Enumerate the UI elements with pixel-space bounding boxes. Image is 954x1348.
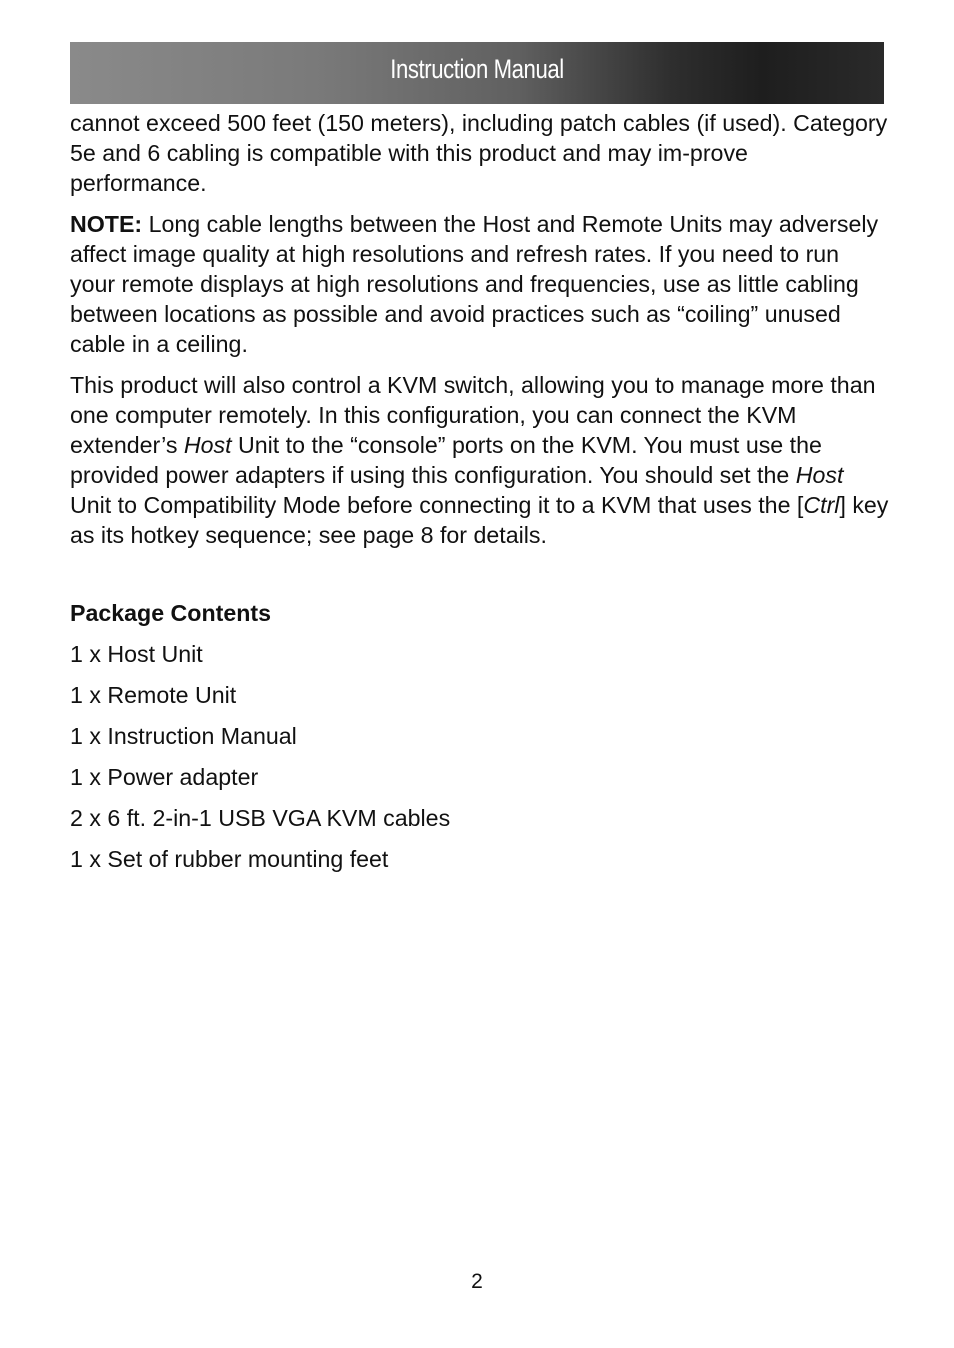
list-item: 1 x Host Unit	[70, 641, 203, 667]
note-text: Long cable lengths between the Host and Remote Units may adversely affect image quality at high resolutions and refresh rates. If you need to run your remote displays at high resolutions and frequencies, use as little cabling between locations as possible and avoid practices such as “coiling” unused cable in a ceiling.	[70, 211, 879, 357]
list-item: 1 x Instruction Manual	[70, 723, 297, 749]
package-contents-heading: Package Contents	[70, 600, 272, 626]
paragraph-cable-length: cannot exceed 500 feet (150 meters), including patch cables (if used). Category 5e and 6 cabling is compatible with this product and may im-prove performance.	[70, 110, 888, 196]
host-term-2: Host	[795, 462, 844, 488]
list-item: 2 x 6 ft. 2-in-1 USB VGA KVM cables	[70, 805, 451, 831]
kvm-text-1: This product will also control a KVM switch, allowing you to manage more than one computer remotely. In this configuration, you can connect the KVM extender’s	[70, 372, 876, 458]
list-item: 1 x Power adapter	[70, 764, 259, 790]
header-title: Instruction Manual	[390, 54, 564, 84]
kvm-text-4: ] key as its hotkey sequence; see page 8 for details.	[70, 492, 889, 548]
kvm-text-3: Unit to Compatibility Mode before connecting it to a KVM that uses the [	[70, 492, 804, 518]
paragraph-kvm-switch	[70, 370, 890, 550]
main-content	[70, 108, 890, 874]
list-item: 1 x Set of rubber mounting feet	[70, 846, 389, 872]
package-contents-list	[70, 639, 890, 874]
paragraph-note	[70, 209, 890, 359]
host-term-1: Host	[183, 432, 232, 458]
ctrl-key-term: Ctrl	[803, 492, 840, 518]
note-label: NOTE:	[70, 211, 143, 237]
page-number: 2	[471, 1270, 483, 1293]
header-bar	[70, 42, 884, 104]
list-item: 1 x Remote Unit	[70, 682, 237, 708]
kvm-text-2: Unit to the “console” ports on the KVM. You must use the provided power adapters if using this configuration. You should set the	[70, 432, 822, 488]
